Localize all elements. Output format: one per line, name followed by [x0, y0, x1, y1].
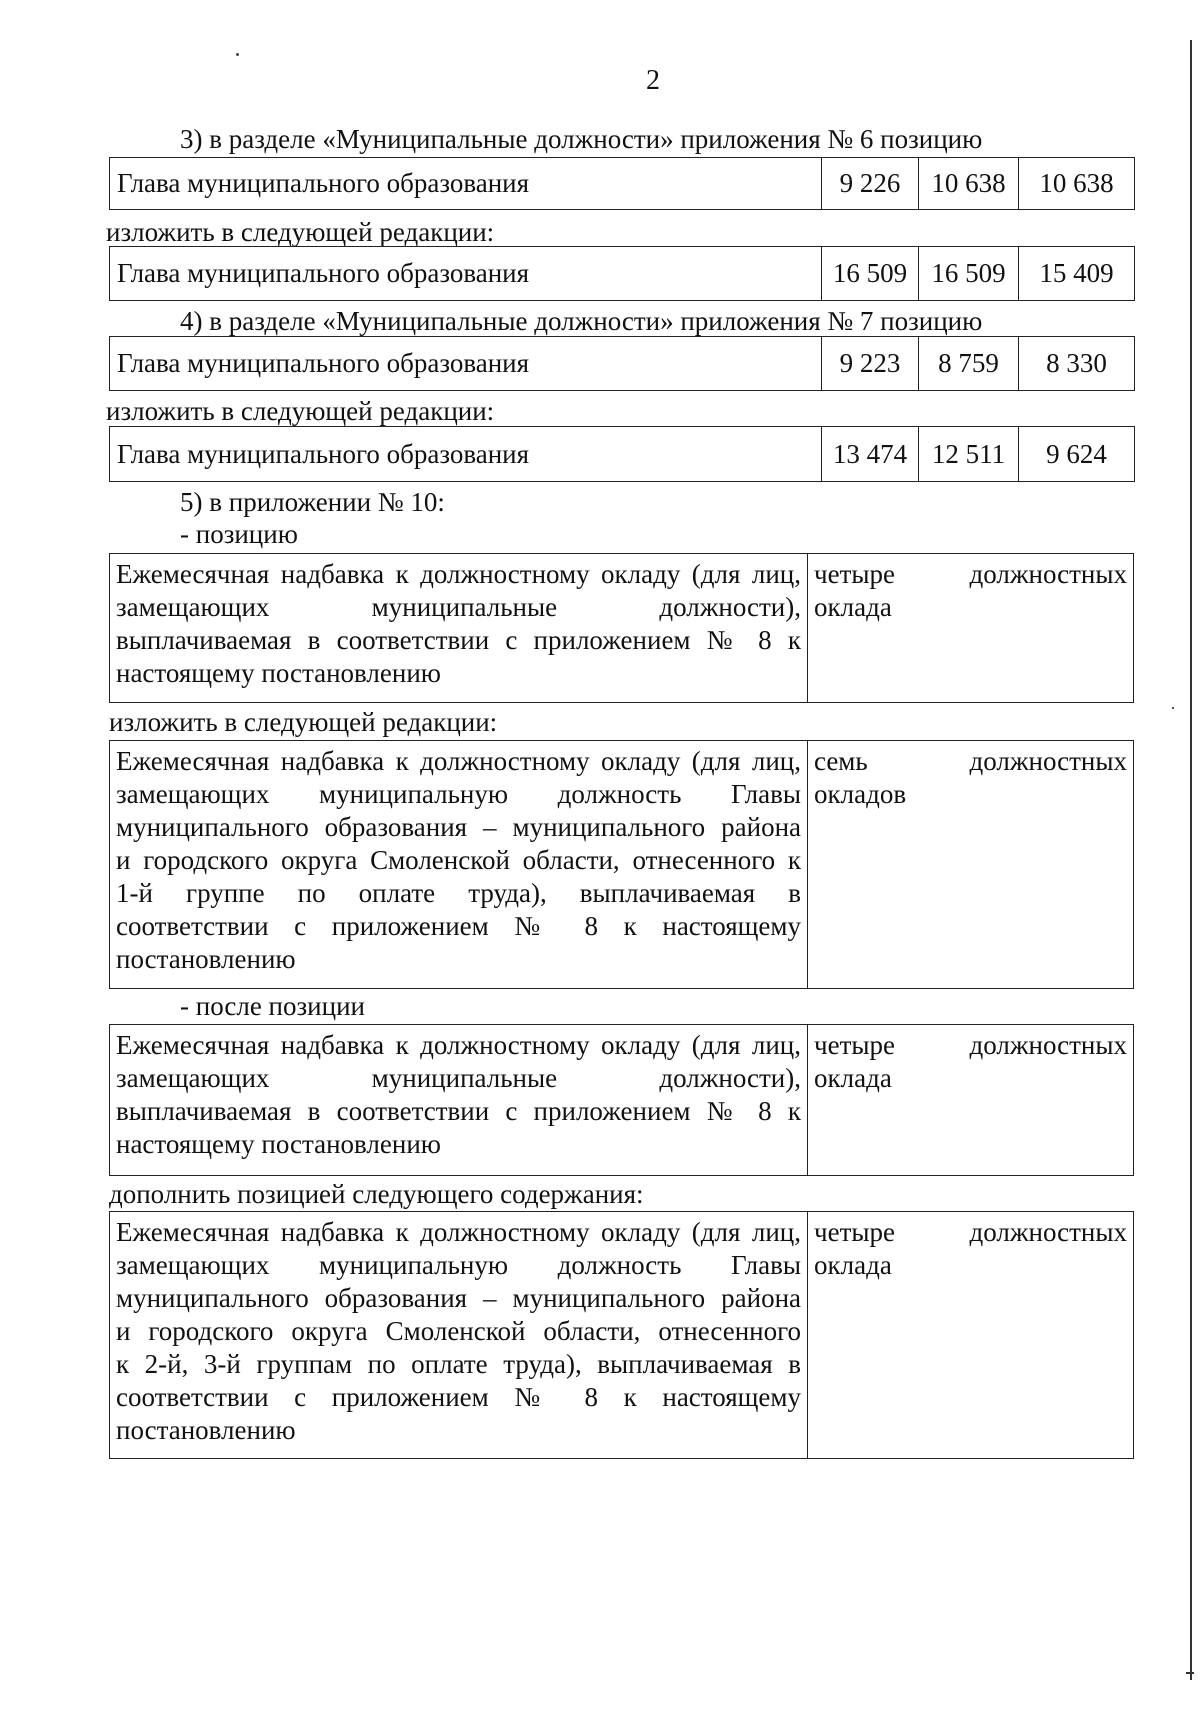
block2-amount — [808, 741, 1134, 989]
block4-description — [110, 1212, 808, 1459]
table-row — [110, 1025, 1134, 1176]
value-cell: 15 409 — [1019, 247, 1135, 301]
text-line: Ежемесячная надбавка к должностному окладу (для лиц, — [116, 559, 801, 589]
position-label: Глава муниципального образования — [110, 337, 822, 391]
block3-amount — [808, 1025, 1134, 1176]
value-cell: 16 509 — [822, 247, 919, 301]
block3-table — [109, 1024, 1134, 1176]
text-line: оклада — [814, 1250, 892, 1280]
value-cell: 13 474 — [822, 427, 919, 482]
text-line: постановлению — [116, 1415, 296, 1445]
table-row — [110, 158, 1135, 210]
text-line: семь должностных — [814, 746, 1127, 776]
text-line: замещающих муниципальную должность Главы — [116, 1250, 801, 1280]
text-line: замещающих муниципальную должность Главы — [116, 779, 801, 809]
table-row — [110, 1212, 1134, 1459]
text-line: оклада — [814, 592, 892, 622]
scan-speck — [1172, 707, 1174, 709]
table-row — [110, 741, 1134, 989]
item3-old-table — [109, 157, 1135, 210]
text-line: муниципального образования – муниципального района — [116, 1283, 801, 1313]
text-line: к 2-й, 3-й группам по оплате труда), выплачиваемая в — [116, 1349, 801, 1379]
value-cell: 12 511 — [919, 427, 1019, 482]
position-label: Глава муниципального образования — [110, 427, 822, 482]
value-cell: 8 759 — [919, 337, 1019, 391]
block3-description — [110, 1025, 808, 1176]
text-line: оклада — [814, 1063, 892, 1093]
item4-old-table — [109, 336, 1135, 391]
item5-sub-position: - позицию — [180, 519, 298, 549]
table-row — [110, 337, 1135, 391]
table-row — [110, 247, 1135, 301]
value-cell: 16 509 — [919, 247, 1019, 301]
block2-table — [109, 740, 1134, 989]
value-cell: 8 330 — [1019, 337, 1135, 391]
value-cell: 9 624 — [1019, 427, 1135, 482]
item3-mid: изложить в следующей редакции: — [106, 217, 495, 247]
text-line: выплачиваемая в соответствии с приложением № 8 к — [116, 1096, 801, 1126]
value-cell: 10 638 — [919, 158, 1019, 210]
item4-intro: 4) в разделе «Муниципальные должности» приложения № 7 позицию — [180, 306, 983, 336]
text-line: окладов — [814, 779, 907, 809]
text-line: настоящему постановлению — [116, 658, 441, 688]
text-line: замещающих муниципальные должности), — [116, 1063, 801, 1093]
block1-description — [110, 554, 808, 703]
item5-sub-after: - после позиции — [180, 991, 365, 1021]
block4-table — [109, 1211, 1134, 1459]
text-line: 1-й группе по оплате труда), выплачиваемая в — [116, 878, 801, 908]
position-label: Глава муниципального образования — [110, 247, 822, 301]
page-number: 2 — [646, 65, 660, 96]
scan-edge-line — [1190, 40, 1192, 1680]
text-line: постановлению — [116, 944, 296, 974]
block2-description — [110, 741, 808, 989]
text-line: Ежемесячная надбавка к должностному окладу (для лиц, — [116, 1030, 801, 1060]
text-line: соответствии с приложением № 8 к настоящему — [116, 1382, 801, 1412]
text-line: и городского округа Смоленской области, отнесенного — [116, 1316, 801, 1346]
value-cell: 10 638 — [1019, 158, 1135, 210]
text-line: четыре должностных — [814, 1030, 1127, 1060]
item4-new-table — [109, 426, 1135, 482]
text-line: Ежемесячная надбавка к должностному окладу (для лиц, — [116, 1217, 801, 1247]
item5-intro: 5) в приложении № 10: — [180, 487, 445, 517]
text-line: соответствии с приложением № 8 к настоящему — [116, 911, 801, 941]
scan-edge-line — [1186, 1672, 1194, 1674]
table-row — [110, 554, 1134, 703]
item5-mid1: изложить в следующей редакции: — [109, 707, 498, 737]
value-cell: 9 223 — [822, 337, 919, 391]
block1-table — [109, 553, 1134, 703]
position-label: Глава муниципального образования — [110, 158, 822, 210]
text-line: муниципального образования – муниципального района — [116, 812, 801, 842]
text-line: четыре должностных — [814, 1217, 1127, 1247]
block4-amount — [808, 1212, 1134, 1459]
text-line: замещающих муниципальные должности), — [116, 592, 801, 622]
item3-intro: 3) в разделе «Муниципальные должности» приложения № 6 позицию — [180, 124, 983, 154]
item3-new-table — [109, 246, 1135, 301]
text-line: и городского округа Смоленской области, отнесенного к — [116, 845, 801, 875]
value-cell: 9 226 — [822, 158, 919, 210]
scan-speck — [236, 53, 239, 56]
block1-amount — [808, 554, 1134, 703]
text-line: настоящему постановлению — [116, 1129, 441, 1159]
text-line: четыре должностных — [814, 559, 1127, 589]
text-line: Ежемесячная надбавка к должностному окладу (для лиц, — [116, 746, 801, 776]
item4-mid: изложить в следующей редакции: — [106, 396, 495, 426]
table-row — [110, 427, 1135, 482]
item5-mid2: дополнить позицией следующего содержания: — [109, 1179, 644, 1209]
text-line: выплачиваемая в соответствии с приложением № 8 к — [116, 625, 801, 655]
